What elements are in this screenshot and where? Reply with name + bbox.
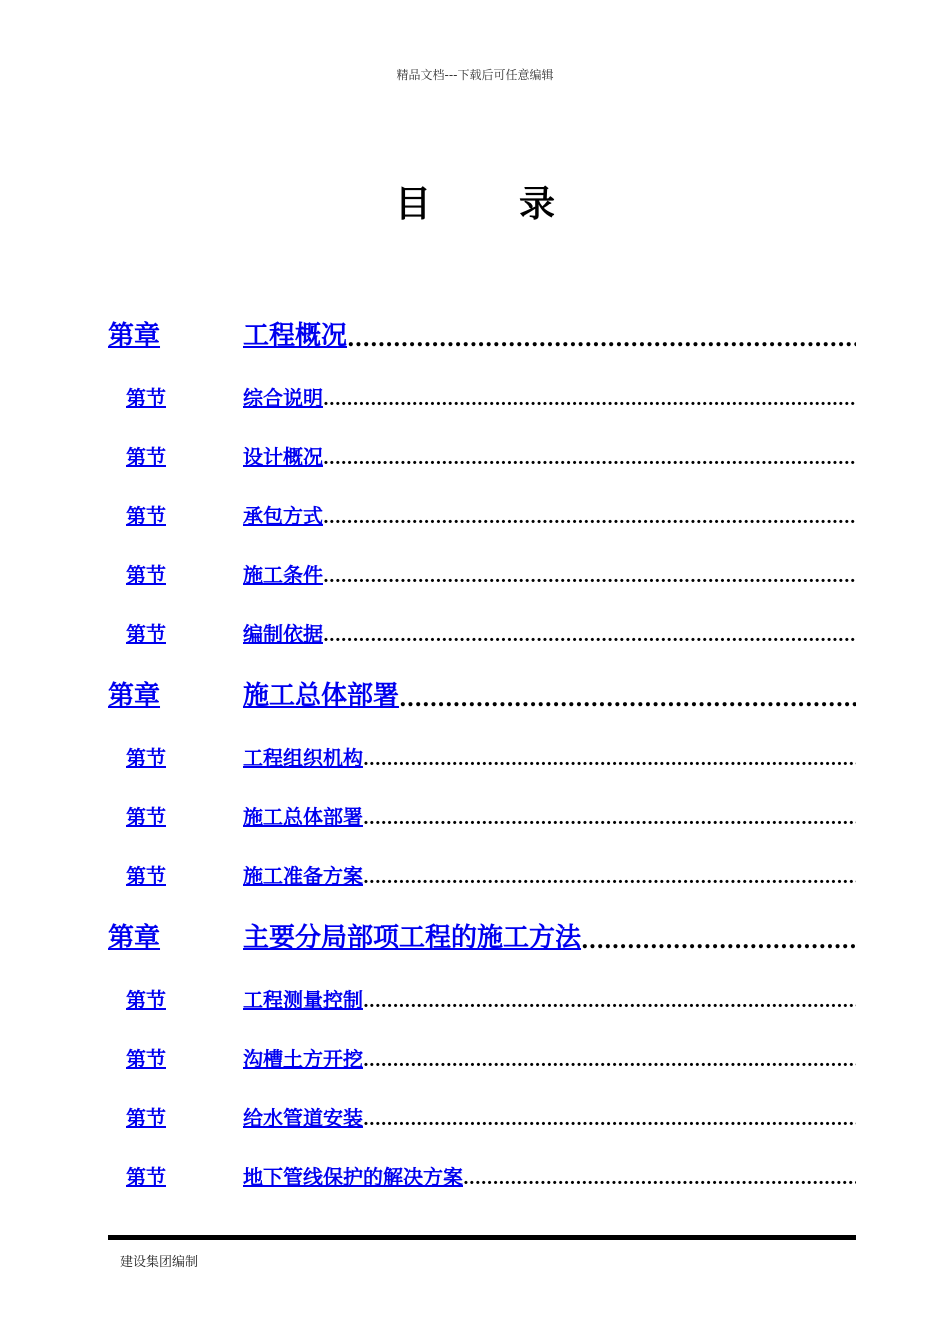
dot-leader [323, 451, 856, 470]
toc-section[interactable] [108, 542, 856, 588]
dot-leader [363, 1112, 856, 1131]
toc-section[interactable] [108, 424, 856, 470]
toc-section-title[interactable]: 给水管道安装 [243, 1106, 363, 1130]
toc-section-title[interactable]: 工程测量控制 [243, 988, 363, 1012]
toc-section-number[interactable]: 第节 [126, 1106, 166, 1130]
toc-section-title[interactable]: 施工条件 [243, 563, 323, 587]
toc-section-number[interactable]: 第节 [126, 563, 166, 587]
dot-leader [363, 1053, 856, 1072]
toc-section-number[interactable]: 第节 [126, 386, 166, 410]
toc-section[interactable] [108, 1144, 856, 1190]
toc-chapter[interactable] [108, 296, 856, 352]
toc-section-number[interactable]: 第节 [126, 988, 166, 1012]
toc-section-number[interactable]: 第节 [126, 805, 166, 829]
toc-section[interactable] [108, 784, 856, 830]
toc-chapter[interactable] [108, 898, 856, 954]
toc-chapter-title[interactable]: 主要分局部项工程的施工方法 [243, 923, 582, 953]
toc-section-title[interactable]: 沟槽土方开挖 [243, 1047, 363, 1071]
toc-chapter-number[interactable]: 第章 [108, 321, 161, 351]
dot-leader [363, 994, 856, 1013]
dot-leader [363, 811, 856, 830]
toc-section-number[interactable]: 第节 [126, 622, 166, 646]
toc-section[interactable] [108, 1085, 856, 1131]
dot-leader [323, 628, 856, 647]
toc-section-number[interactable]: 第节 [126, 1165, 166, 1189]
toc-section-title[interactable]: 地下管线保护的解决方案 [243, 1165, 463, 1189]
toc-section-title[interactable]: 施工总体部署 [243, 805, 363, 829]
toc-section-title[interactable]: 设计概况 [243, 445, 323, 469]
toc-section[interactable] [108, 601, 856, 647]
toc-section[interactable] [108, 967, 856, 1013]
page-title: 目录 [394, 184, 643, 225]
toc-section[interactable] [108, 483, 856, 529]
toc-chapter[interactable] [108, 656, 856, 712]
dot-leader [323, 569, 856, 588]
toc-chapter-number[interactable]: 第章 [108, 923, 161, 953]
toc-section-number[interactable]: 第节 [126, 1047, 166, 1071]
toc-section[interactable] [108, 843, 856, 889]
dot-leader [463, 1171, 856, 1190]
toc-section[interactable] [108, 725, 856, 771]
toc-section-title[interactable]: 承包方式 [243, 504, 323, 528]
toc-section-title[interactable]: 综合说明 [243, 386, 323, 410]
dot-leader [363, 752, 856, 771]
dot-leader [323, 510, 856, 529]
footer-divider [108, 1235, 856, 1240]
footer-text: 建设集团编制 [120, 1255, 199, 1270]
dot-leader [323, 392, 856, 411]
dot-leader [399, 688, 856, 712]
dot-leader [363, 870, 856, 889]
toc-section-number[interactable]: 第节 [126, 864, 166, 888]
toc-section-title[interactable]: 工程组织机构 [243, 746, 363, 770]
toc-section[interactable] [108, 365, 856, 411]
toc-section-number[interactable]: 第节 [126, 746, 166, 770]
toc-chapter-title[interactable]: 工程概况 [243, 321, 348, 351]
dot-leader [581, 930, 856, 954]
toc-chapter-number[interactable]: 第章 [108, 681, 161, 711]
dot-leader [347, 328, 856, 352]
toc-section[interactable] [108, 1026, 856, 1072]
toc-section-title[interactable]: 施工准备方案 [243, 864, 363, 888]
toc-section-number[interactable]: 第节 [126, 504, 166, 528]
toc-chapter-title[interactable]: 施工总体部署 [243, 681, 400, 711]
table-of-contents [108, 296, 856, 1190]
toc-section-title[interactable]: 编制依据 [243, 622, 323, 646]
header-note: 精品文档---下载后可任意编辑 [396, 68, 554, 82]
toc-section-number[interactable]: 第节 [126, 445, 166, 469]
